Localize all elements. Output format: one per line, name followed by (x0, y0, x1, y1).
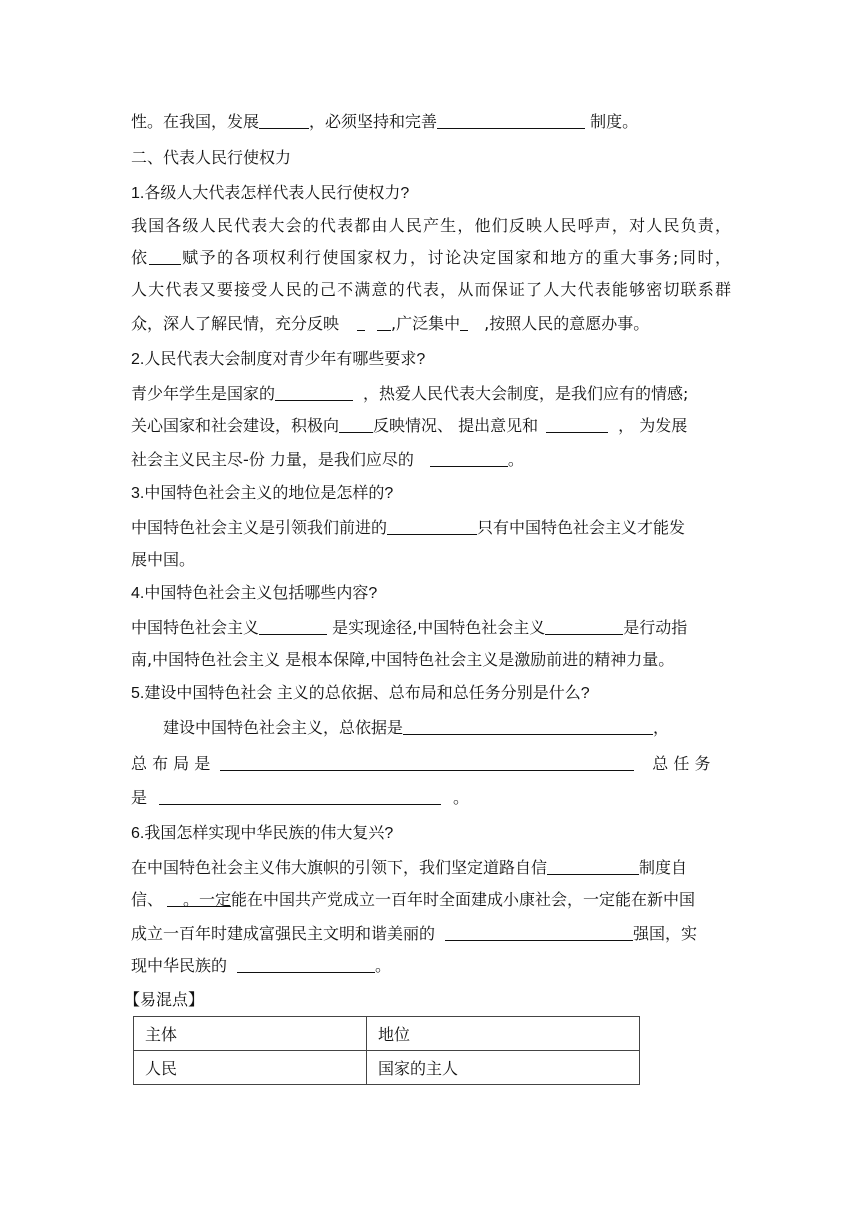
blank (357, 315, 365, 331)
answer-line: 中国特色社会主义是引领我们前进的 只有中国特色社会主义才能发 (131, 518, 686, 537)
blank (259, 619, 327, 635)
answer-line: 我国各级人民代表大会的代表都由人民产生，他们反映人民呼声，对人民负责， (131, 216, 731, 235)
text-fragment: 制度。 (585, 112, 639, 131)
blank (545, 619, 623, 635)
blank (445, 925, 633, 941)
table-cell: 地位 (367, 1017, 640, 1051)
question-1-title: 1.各级人大代表怎样代表人民行使权力? (131, 185, 410, 202)
answer-line: 在中国特色社会主义伟大旗帜的引领下，我们坚定道路自信 制度自 (131, 858, 688, 877)
answer-line: 信、 。一定能在中国共产党成立一百年时全面建成小康社会，一定能在新中国 (131, 890, 696, 909)
answer-line: 依 赋予的各项权利行使国家权力，讨论决定国家和地方的重大事务;同时， (131, 248, 731, 267)
answer-line: 现中华民族的 。 (131, 956, 392, 975)
blank (259, 113, 309, 129)
question-6-title: 6.我国怎样实现中华民族的伟大复兴? (131, 825, 394, 842)
blank (437, 113, 585, 129)
blank (387, 519, 477, 535)
blank (159, 789, 441, 805)
answer-line: 关心国家和社会建设，积极向 反映情况、 提出意见和 ， 为发展 (131, 416, 688, 435)
line-system (131, 112, 731, 132)
question-3-title: 3.中国特色社会主义的地位是怎样的? (131, 485, 394, 502)
blank (430, 451, 508, 467)
answer-line: 中国特色社会主义 是实现途径,中国特色社会主义 是行动指 (131, 618, 688, 637)
answer-line: 建设中国特色社会主义，总依据是 ， (163, 718, 670, 737)
blank (167, 891, 183, 907)
blank (403, 719, 653, 735)
blank (547, 859, 639, 875)
answer-line: 总 布 局 是 总 任 务 (131, 754, 711, 773)
section-heading: 二、代表人民行使权力 (131, 148, 292, 167)
question-4-title: 4.中国特色社会主义包括哪些内容? (131, 585, 378, 602)
answer-line: 南,中国特色社会主义 是根本保障,中国特色社会主义是激励前进的精神力量。 (131, 650, 675, 669)
answer-line: 社会主义民主尽-份 力量，是我们应尽的 。 (131, 450, 524, 469)
answer-line: 青少年学生是国家的 ，热爱人民代表大会制度，是我们应有的情感; (131, 384, 689, 403)
answer-line: 人大代表又要接受人民的己不满意的代表，从而保证了人大代表能够密切联系群 (131, 280, 731, 299)
blank (546, 417, 608, 433)
blank (339, 417, 373, 433)
question-5-title: 5.建设中国特色社会 主义的总依据、总布局和总任务分别是什么? (131, 685, 590, 702)
text-fragment: 性。在我国，发展 (131, 112, 260, 131)
text-fragment: ，必须坚持和完善 (309, 112, 438, 131)
confusion-heading: 【易混点】 (124, 990, 205, 1009)
question-2-title: 2.人民代表大会制度对青少年有哪些要求? (131, 351, 426, 368)
blank (237, 957, 375, 973)
confusion-table (133, 1016, 640, 1085)
answer-line: 成立一百年时建成富强民主文明和谐美丽的 强国，实 (131, 924, 698, 943)
answer-line: 展中国。 (131, 550, 196, 569)
answer-line: 是 。 (131, 788, 470, 807)
table-cell: 人民 (134, 1051, 367, 1085)
table-row (134, 1051, 640, 1085)
blank (377, 315, 391, 331)
blank (275, 385, 353, 401)
table-cell: 国家的主人 (367, 1051, 640, 1085)
table-row (134, 1017, 640, 1051)
table-cell: 主体 (134, 1017, 367, 1051)
blank (460, 315, 468, 331)
blank (220, 755, 634, 771)
blank (149, 249, 181, 265)
answer-line: 众，深人了解民情，充分反映 ,广泛集中 ,按照人民的意愿办事。 (131, 314, 650, 333)
